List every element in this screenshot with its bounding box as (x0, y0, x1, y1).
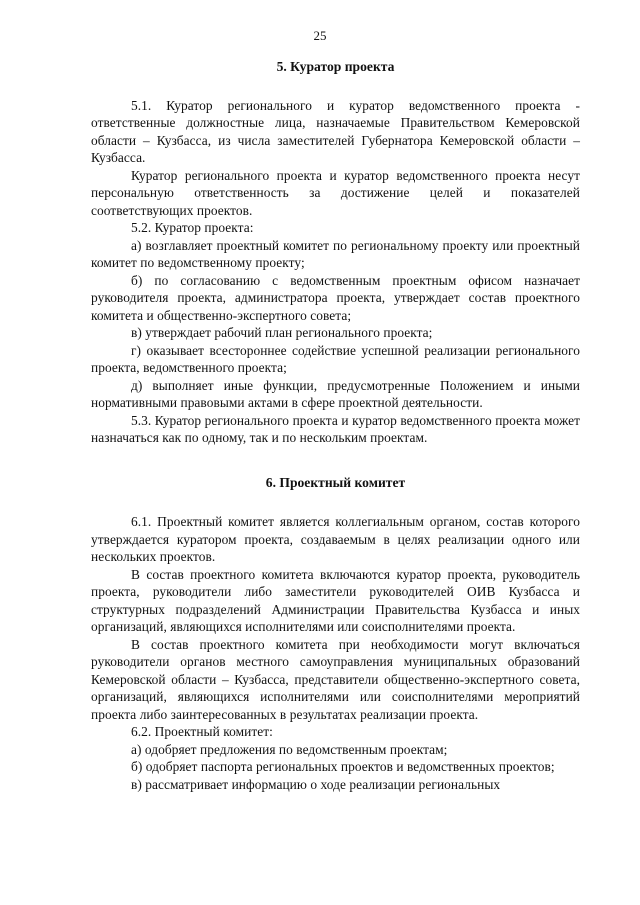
list-item-6-2-b: б) одобряет паспорта региональных проектов и ведомственных проектов; (131, 759, 555, 774)
list-item-6-2-a: а) одобряет предложения по ведомственным проектам; (131, 741, 448, 757)
paragraph-6-1: 6.1. Проектный комитет является коллегиальным органом, состав которого утверждается куратором проекта, создаваемым в целях реализации одного или нескольких проектов. (91, 514, 580, 564)
paragraph-5-1: 5.1. Куратор регионального и куратор ведомственного проекта - ответственные должностные лица, назначаемые Правительством Кемеровской области – Кузбасса, из числа заместителей Губернатора Кемеровской области – Кузбасса. (91, 97, 580, 165)
paragraph-5-1-responsibility: Куратор регионального проекта и куратор ведомственного проекта несут персональную ответственность за достижение целей и показателей соответствующих проектов. (91, 167, 580, 218)
section-6-title: 6. Проектный комитет (265, 474, 406, 490)
list-item-5-2-g: г) оказывает всестороннее содействие успешной реализации регионального проекта, ведомственного проекта; (91, 342, 580, 375)
paragraph-6-1-optional-members: В состав проектного комитета при необходимости могут включаться руководители органов местного самоуправления муниципальных образований Кемеровской области – Кузбасса, представители общественно-экспертного совета, организаций, являющихся исполнителями или соисполнителями мероприятий проекта либо заинтересованных в результатах реализации проекта. (91, 636, 580, 722)
page-number: 25 (313, 28, 327, 43)
paragraph-6-1-composition: В состав проектного комитета включаются куратор проекта, руководитель проекта, руководители либо заместители руководителей ОИВ Кузбасса и структурных подразделений Администрации Правительства Кузбасса и иных организаций, являющихся исполнителями или соисполнителями проекта. (91, 566, 580, 634)
list-item-5-2-a: а) возглавляет проектный комитет по региональному проекту или проектный комитет по ведомственному проекту; (91, 237, 580, 270)
paragraph-6-2: 6.2. Проектный комитет: (131, 724, 273, 739)
list-item-6-2-v: в) рассматривает информацию о ходе реализации региональных (131, 776, 501, 792)
list-item-5-2-d: д) выполняет иные функции, предусмотренные Положением и иными нормативными правовыми актами в сфере проектной деятельности. (91, 377, 580, 410)
list-item-5-2-b: б) по согласованию с ведомственным проектным офисом назначает руководителя проекта, администратора проекта, утверждает состав проектного комитета и общественно-экспертного совета; (91, 272, 580, 323)
section-5-title: 5. Куратор проекта (276, 59, 395, 74)
paragraph-5-3: 5.3. Куратор регионального проекта и куратор ведомственного проекта может назначаться как по одному, так и по нескольким проектам. (91, 412, 580, 445)
list-item-5-2-v: в) утверждает рабочий план регионального проекта; (131, 325, 433, 340)
document-body (91, 58, 580, 793)
paragraph-5-2: 5.2. Куратор проекта: (131, 220, 254, 235)
